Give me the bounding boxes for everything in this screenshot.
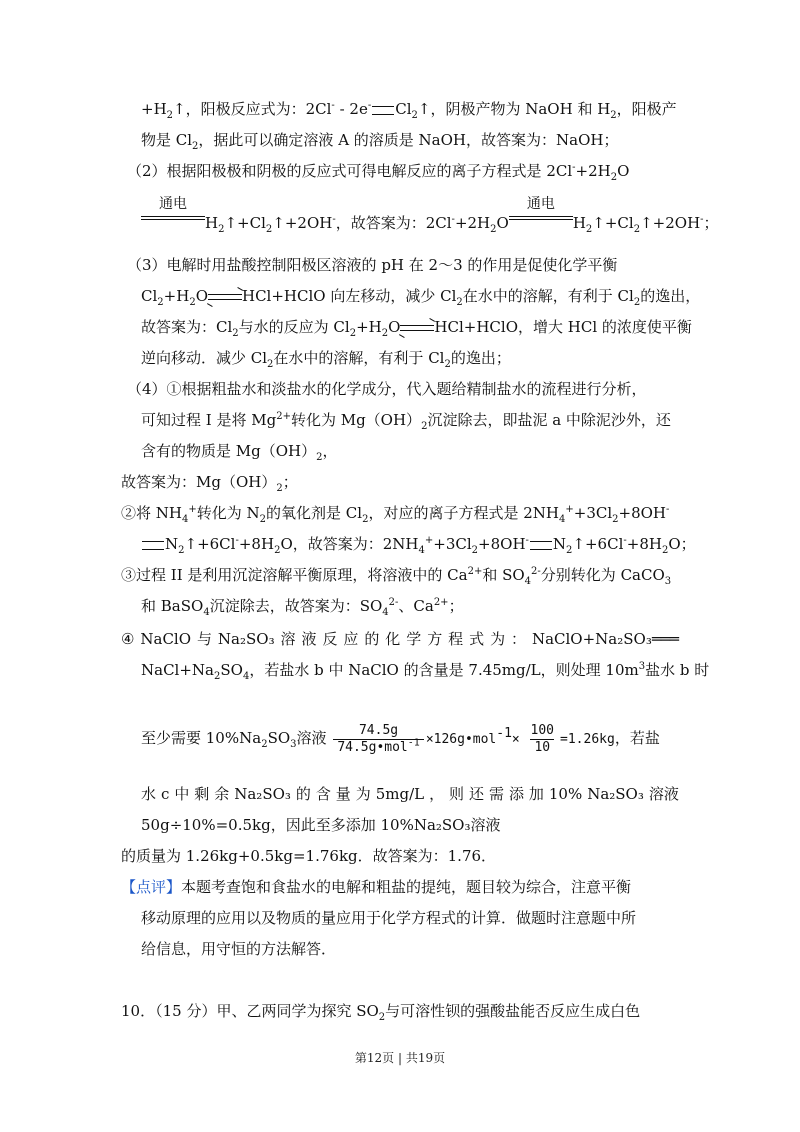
text: ； xyxy=(448,597,464,615)
sup: - xyxy=(525,535,529,546)
comment-tag: 【点评】 xyxy=(121,878,182,896)
answer-line-7 xyxy=(141,316,692,338)
answer-line-6 xyxy=(141,285,700,307)
sub: 2 xyxy=(316,452,323,463)
answer-line-16 xyxy=(141,595,464,617)
text: NaCl+Na xyxy=(141,661,214,679)
sub: 4 xyxy=(242,671,250,682)
word: 学 xyxy=(406,630,422,648)
sub: 4 xyxy=(181,514,189,525)
sub: 2 xyxy=(610,172,618,183)
word: 程 xyxy=(448,630,464,648)
text: H xyxy=(572,214,586,232)
sup: 3 xyxy=(638,661,646,672)
sub: 2 xyxy=(566,545,573,556)
text: 与水的反应为 Cl xyxy=(238,318,350,336)
text: ↑，阳极反应式为：2Cl xyxy=(173,100,332,118)
word: 添 xyxy=(508,785,524,803)
text: +8OH xyxy=(618,504,667,522)
text: ↑+6Cl xyxy=(184,535,236,553)
word: 5mg/L xyxy=(375,785,425,803)
word: 为 xyxy=(355,785,371,803)
text: 至少需要 10%Na xyxy=(141,729,262,747)
answer-line-22 xyxy=(121,845,496,867)
sub: 2 xyxy=(421,421,428,432)
text: O，故答案为：2NH xyxy=(280,535,419,553)
text: +8H xyxy=(238,535,275,553)
denominator: 10 xyxy=(530,739,554,756)
answer-line-15 xyxy=(121,564,671,586)
text: 在水中的溶解，有利于 Cl xyxy=(273,349,445,367)
sup: - xyxy=(700,214,704,225)
text: =1.26kg xyxy=(560,732,615,747)
reversible-arrow-icon xyxy=(400,321,434,335)
sup: - xyxy=(235,535,239,546)
text: +3Cl xyxy=(573,504,613,522)
word: 10% xyxy=(548,785,583,803)
sub: 2 xyxy=(610,110,617,121)
answer-line-14 xyxy=(141,533,696,555)
text: 溶液 xyxy=(296,729,327,747)
text: 10．（15 分）甲、乙两同学为探究 SO xyxy=(121,1002,379,1020)
answer-line-2 xyxy=(141,129,618,151)
text: +H xyxy=(163,287,190,305)
arrowhead xyxy=(399,331,407,338)
text: ，故答案为：2Cl xyxy=(335,214,452,232)
sup: - xyxy=(572,162,576,173)
text: 盐水 b 时 xyxy=(645,661,710,679)
numerator: 74.5g xyxy=(358,722,399,738)
text: +8OH xyxy=(478,535,526,553)
word: 加 xyxy=(528,785,544,803)
answer-line-11 xyxy=(141,440,338,462)
text: ↑，阴极产物为 NaOH 和 H xyxy=(417,100,611,118)
sup: 2+ xyxy=(276,411,291,422)
sup: + xyxy=(424,535,434,546)
denominator xyxy=(333,739,424,756)
text: 与可溶性钡的强酸盐能否反应生成白色 xyxy=(385,1002,641,1020)
sup: - xyxy=(623,535,627,546)
answer-line-13 xyxy=(121,502,669,524)
answer-line-18 xyxy=(141,659,709,681)
word: 剩 xyxy=(194,785,210,803)
equals-sign xyxy=(142,541,164,550)
text: N xyxy=(552,535,567,553)
text: +2H xyxy=(575,162,611,180)
comment-line-1 xyxy=(121,876,631,898)
text: 物是 Cl xyxy=(141,131,193,149)
word: Na₂SO₃ xyxy=(587,785,644,803)
text: ，阳极产 xyxy=(616,100,677,118)
text: O xyxy=(496,214,509,232)
text: ，若盐 xyxy=(614,729,660,747)
text: 故答案为：Mg（OH） xyxy=(121,473,277,491)
sup: - xyxy=(331,100,335,111)
text: ↑+Cl xyxy=(224,214,266,232)
word: Na₂SO₃ xyxy=(217,630,275,648)
text: - 2e xyxy=(334,100,368,118)
text: 的逸出， xyxy=(640,287,701,305)
text: 本题考查饱和食盐水的电解和粗盐的提纯，题目较为综合，注意平衡 xyxy=(181,878,632,896)
comment-line-2 xyxy=(141,907,636,929)
text: SO xyxy=(267,729,291,747)
word: Na₂SO₃ xyxy=(234,785,291,803)
text: +8H xyxy=(626,535,662,553)
text: SO xyxy=(220,661,243,679)
text: ，据此可以确定溶液 A 的溶质是 NaOH，故答案为：NaOH； xyxy=(198,131,619,149)
text: ③过程 II 是利用沉淀溶解平衡原理，将溶液中的 Ca xyxy=(121,566,468,584)
sub: 2 xyxy=(218,224,225,235)
sup: -1 xyxy=(496,726,512,741)
word: 余 xyxy=(214,785,230,803)
word: 应 xyxy=(343,630,359,648)
word: 量 xyxy=(335,785,351,803)
text: 沉淀除去，即盐泥 a 中除泥沙外，还 xyxy=(427,411,671,429)
fraction-percentage xyxy=(527,723,558,756)
sub: 2 xyxy=(276,483,283,494)
sub: 2 xyxy=(585,224,593,235)
sub: 2 xyxy=(612,514,619,525)
sub: 2 xyxy=(471,545,479,556)
text: 和 BaSO xyxy=(141,597,204,615)
sup: 2+ xyxy=(433,597,449,608)
sub: 2 xyxy=(444,359,451,370)
sub: 3 xyxy=(664,576,672,587)
bar xyxy=(141,219,205,220)
answer-line-9 xyxy=(127,378,647,400)
sub: 2 xyxy=(362,514,369,525)
answer-line-20 xyxy=(141,783,679,805)
equals-sign xyxy=(530,541,552,550)
answer-line-19 xyxy=(141,718,660,760)
text: ； xyxy=(282,473,298,491)
word: 方 xyxy=(427,630,443,648)
sub: 2 xyxy=(381,328,389,339)
text: ×126g•mol xyxy=(425,732,497,747)
text: 移动原理的应用以及物质的量应用于化学方程式的计算．做题时注意题中所 xyxy=(141,909,637,927)
word: 式 xyxy=(469,630,485,648)
word: 需 xyxy=(488,785,504,803)
sup: - xyxy=(666,504,670,515)
text: ↑+2OH xyxy=(272,214,333,232)
text: ， xyxy=(322,442,338,460)
sub: 4 xyxy=(203,607,210,618)
word: ④ xyxy=(121,630,135,648)
word: 水 xyxy=(141,785,157,803)
sub: 2 xyxy=(378,1012,386,1023)
text: +3Cl xyxy=(433,535,472,553)
text: 转化为 Mg（OH） xyxy=(290,411,422,429)
word: 为 xyxy=(490,630,506,648)
word: ： xyxy=(511,630,527,648)
text: 的逸出； xyxy=(450,349,511,367)
condition-label: 通电 xyxy=(526,196,555,212)
word: ， xyxy=(429,785,445,803)
text: 在水中的溶解，有利于 Cl xyxy=(462,287,634,305)
word: 含 xyxy=(315,785,331,803)
word: 液 xyxy=(301,630,317,648)
comment-line-3 xyxy=(141,938,336,960)
text: 50g÷10%=0.5kg，因此至多添加 10%Na₂SO₃溶液 xyxy=(141,816,501,834)
sub: 4 xyxy=(382,607,389,618)
sub: 2 xyxy=(490,224,497,235)
answer-line-4 xyxy=(141,196,719,235)
text: O xyxy=(388,318,401,336)
sub: 2 xyxy=(232,328,239,339)
text: HCl+HClO 向左移动，减少 Cl xyxy=(242,287,457,305)
text: ②将 NH xyxy=(121,504,182,522)
page-footer: 第12页 | 共19页 xyxy=(354,1051,446,1065)
word: 溶液 xyxy=(648,785,679,803)
text: 的氧化剂是 Cl xyxy=(266,504,363,522)
sub: 2 xyxy=(192,141,199,152)
sub: 4 xyxy=(524,576,532,587)
text: ，对应的离子方程式是 2NH xyxy=(368,504,559,522)
sub: 4 xyxy=(558,514,566,525)
numerator: 100 xyxy=(530,722,555,738)
word: NaClO+Na₂SO₃═══ xyxy=(531,630,679,648)
answer-line-10 xyxy=(141,409,671,431)
text: O xyxy=(195,287,208,305)
word: 还 xyxy=(469,785,485,803)
text: +H xyxy=(141,100,167,118)
text: （2）根据阳极极和阴极的反应式可得电解反应的离子方程式是 2Cl xyxy=(127,162,573,180)
text: 、Ca xyxy=(398,597,434,615)
question-10 xyxy=(121,1000,640,1022)
word: 则 xyxy=(449,785,465,803)
text: Cl xyxy=(395,100,412,118)
sub: 2 xyxy=(178,545,185,556)
answer-line-1 xyxy=(141,98,677,120)
sup: + xyxy=(565,504,574,515)
word: c xyxy=(160,785,170,803)
condition-label: 通电 xyxy=(159,196,187,212)
text: H xyxy=(205,214,219,232)
word: 反 xyxy=(322,630,338,648)
electrolysis-condition xyxy=(141,196,205,228)
sub: 2 xyxy=(213,671,221,682)
answer-line-5 xyxy=(127,254,617,276)
sub: 2 xyxy=(633,224,641,235)
sup: + xyxy=(188,504,197,515)
sub: 2 xyxy=(633,297,641,308)
electrolysis-condition xyxy=(509,196,573,228)
text: +H xyxy=(356,318,382,336)
sub: 2 xyxy=(189,297,196,308)
text: 含有的物质是 Mg（OH） xyxy=(141,442,317,460)
text: ，若盐水 b 中 NaClO 的含量是 7.45mg/L，则处理 10m xyxy=(249,661,639,679)
text: 转化为 N xyxy=(196,504,260,522)
reversible-arrow-icon xyxy=(208,290,242,304)
text: ↑+2OH xyxy=(640,214,701,232)
sub: 3 xyxy=(290,739,297,750)
answer-line-3 xyxy=(127,160,629,182)
sub: 2 xyxy=(411,110,418,121)
word: 与 xyxy=(196,630,212,648)
answer-line-8 xyxy=(141,347,511,369)
text: × xyxy=(511,732,520,747)
text: 和 SO xyxy=(482,566,525,584)
answer-line-21 xyxy=(141,814,501,836)
text: N xyxy=(165,535,179,553)
sup: - xyxy=(451,214,455,225)
sub: 2 xyxy=(265,224,273,235)
sup: 2+ xyxy=(467,566,483,577)
sub: 2 xyxy=(267,359,274,370)
sub: 2 xyxy=(274,545,281,556)
sup: 2- xyxy=(388,597,399,608)
word: 溶 xyxy=(280,630,296,648)
bar xyxy=(141,216,205,217)
sup: -1 xyxy=(407,737,420,749)
text: 分别转化为 CaCO xyxy=(540,566,665,584)
sub: 4 xyxy=(418,545,425,556)
sub: 2 xyxy=(349,328,357,339)
text: 故答案为：Cl xyxy=(141,318,233,336)
bar xyxy=(509,216,573,217)
text: 给信息，用守恒的方法解答． xyxy=(141,940,337,958)
sub: 2 xyxy=(456,297,463,308)
text: ； xyxy=(703,214,719,232)
word: 的 xyxy=(364,630,380,648)
sub: 2 xyxy=(661,545,669,556)
sup: - xyxy=(332,214,336,225)
equals-sign xyxy=(372,106,394,115)
sup: 2- xyxy=(531,566,541,577)
text: ↑+Cl xyxy=(592,214,634,232)
sup: - xyxy=(367,100,372,111)
text: 74.5g•mol xyxy=(337,739,408,755)
sub: 2 xyxy=(157,297,164,308)
text: 可知过程 I 是将 Mg xyxy=(141,411,277,429)
word: NaClO xyxy=(140,630,192,648)
word: 的 xyxy=(295,785,311,803)
sub: 2 xyxy=(259,514,267,525)
text: 沉淀除去，故答案为：SO xyxy=(209,597,383,615)
word: 化 xyxy=(385,630,401,648)
arrowhead xyxy=(207,300,215,307)
sub: 2 xyxy=(166,110,174,121)
text: O xyxy=(617,162,630,180)
text: （4）①根据粗盐水和淡盐水的化学成分，代入题给精制盐水的流程进行分析， xyxy=(127,380,647,398)
answer-line-17 xyxy=(121,628,679,650)
text: ↑+6Cl xyxy=(572,535,624,553)
text: +2H xyxy=(454,214,491,232)
text: HCl+HClO，增大 HCl 的浓度使平衡 xyxy=(434,318,692,336)
sub: 2 xyxy=(261,739,268,750)
text: Cl xyxy=(141,287,158,305)
text: （3）电解时用盐酸控制阳极区溶液的 pH 在 2～3 的作用是促使化学平衡 xyxy=(127,256,618,274)
text: 的质量为 1.26kg+0.5kg=1.76kg．故答案为：1.76． xyxy=(121,847,497,865)
word: 中 xyxy=(174,785,190,803)
bar xyxy=(509,219,573,220)
text: 逆向移动．减少 Cl xyxy=(141,349,268,367)
answer-line-12 xyxy=(121,471,298,493)
text: O； xyxy=(668,535,696,553)
fraction-mass-over-molar-mass xyxy=(333,723,424,756)
